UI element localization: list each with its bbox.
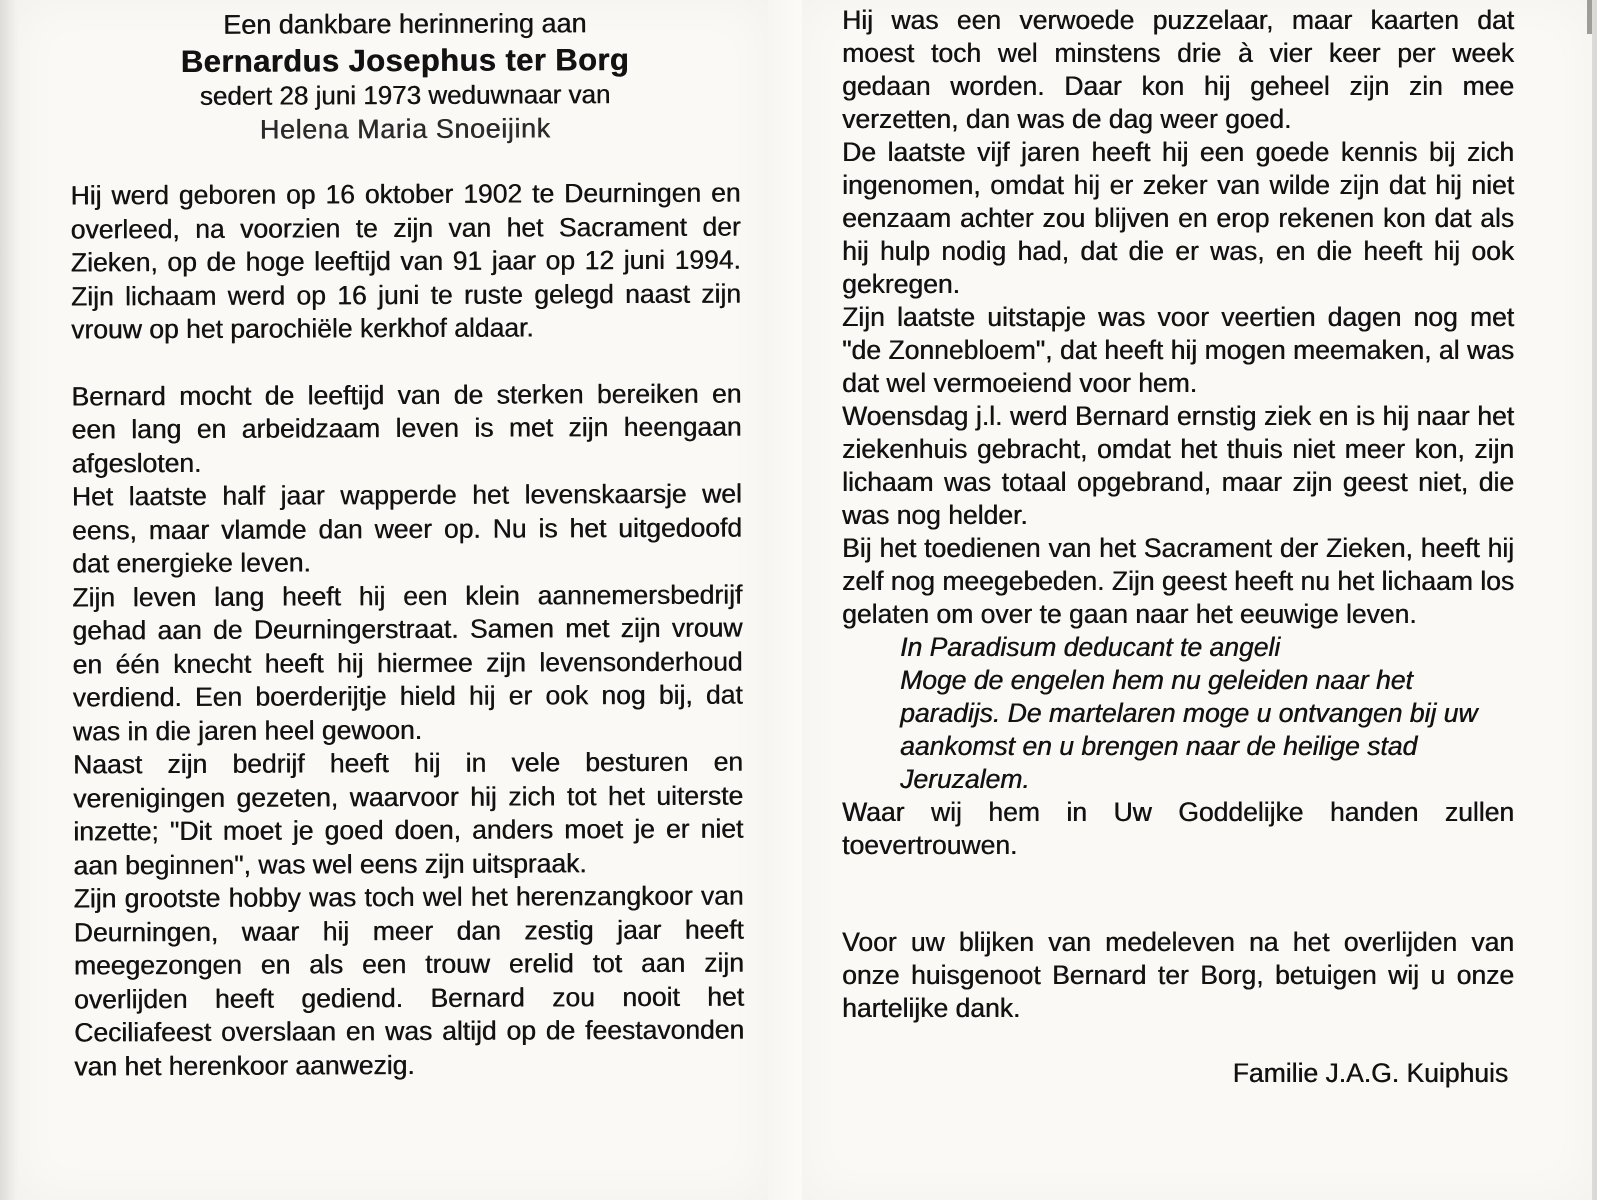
memorial-card-right-page <box>802 0 1592 1200</box>
biography-paragraph: Zijn leven lang heeft hij een klein aannemersbedrijf gehad aan de Deurningerstraat. Samen met zijn vrouw en één knecht heeft hij hiermee zijn levensonderhoud verdiend. Een boerderijtje hield hij er ook nog bij, dat was in die jaren heel gewoon. <box>72 579 743 746</box>
biography-paragraph: Zijn laatste uitstapje was voor veertien dagen nog met "de Zonnebloem", dat heeft hij mogen meemaken, al was dat wel vermoeiend voor hem. <box>842 302 1514 398</box>
family-signature: Familie J.A.G. Kuiphuis <box>1232 1058 1508 1088</box>
closing-line: Waar wij hem in Uw Goddelijke handen zullen toevertrouwen. <box>842 797 1514 860</box>
biography-paragraph: Bernard mocht de leeftijd van de sterken bereiken en een lang en arbeidzaam leven is met zijn heengaan afgesloten. <box>71 378 742 478</box>
prayer-latin-line: In Paradisum deducant te angeli <box>900 632 1281 662</box>
header-intro-line: Een dankbare herinnering aan <box>223 8 587 40</box>
biography-paragraph: Naast zijn bedrijf heeft hij in vele besturen en verenigingen gezeten, waarvoor hij zich tot het uiterste inzette; "Dit moet je goed doen, anders moet je er niet aan beginnen", was wel eens zijn uitspraak. <box>72 746 744 880</box>
biography-paragraph: Zijn grootste hobby was toch wel het herenzangkoor van Deurningen, waar hij meer dan zestig jaar heeft meegezongen en als een trouw erelid tot aan zijn overlijden heeft gediend. Bernard zou nooit het Ceciliafeest overslaan en was altijd op de feestavonden van het herenkoor aanwezig. <box>73 880 745 1081</box>
spouse-name: Helena Maria Snoeijink <box>259 112 551 145</box>
right-page-text-column <box>842 4 1514 1090</box>
biography-paragraph: Hij werd geboren op 16 oktober 1902 te Deurningen en overleed, na voorzien te zijn van het Sacrament der Zieken, op de hoge leeftijd van 91 jaar op 12 juni 1994. Zijn lichaam werd op 16 juni te ruste gelegd naast zijn vrouw op het parochiële kerkhof aldaar. <box>70 177 741 345</box>
biography-paragraph: Hij was een verwoede puzzelaar, maar kaarten dat moest toch wel minstens drie à vier keer per week gedaan worden. Daar kon hij geheel zijn zin mee verzetten, dan was de dag weer goed. <box>842 5 1514 134</box>
deceased-name: Bernardus Josephus ter Borg <box>180 41 630 79</box>
memorial-card-left-page <box>18 0 768 1200</box>
prayer-block <box>900 631 1514 796</box>
biography-paragraph: Bij het toedienen van het Sacrament der Zieken, heeft hij zelf nog meegebeden. Zijn geest heeft nu het lichaam los gelaten om over te gaan naar het eeuwige leven. <box>842 533 1514 629</box>
memorial-header <box>70 7 741 148</box>
widower-line: sedert 28 juni 1973 weduwnaar van <box>199 79 611 111</box>
biography-paragraph: Woensdag j.l. werd Bernard ernstig ziek en is hij naar het ziekenhuis gebracht, omdat het thuis niet meer kon, zijn lichaam was totaal opgebrand, maar zijn geest niet, die was nog helder. <box>842 401 1514 530</box>
biography-paragraph: De laatste vijf jaren heeft hij een goede kennis bij zich ingenomen, omdat hij er zeker van wilde zijn dat hij niet eenzaam achter zou blijven en erop rekenen kon dat als hij hulp nodig had, dat die er was, en die heeft hij ook gekregen. <box>842 137 1514 299</box>
prayer-translation: Moge de engelen hem nu geleiden naar het paradijs. De martelaren moge u ontvangen bij uw aankomst en u brengen naar de heilige stad Jeruzalem. <box>900 665 1478 794</box>
left-page-text-column <box>70 7 745 1084</box>
scan-edge-artifact <box>1587 0 1592 34</box>
biography-paragraph: Het laatste half jaar wapperde het levenskaarsje wel eens, maar vlamde dan weer op. Nu is het uitgedoofd dat energieke leven. <box>71 478 742 579</box>
acknowledgement-paragraph: Voor uw blijken van medeleven na het overlijden van onze huisgenoot Bernard ter Borg, betuigen wij u onze hartelijke dank. <box>842 927 1514 1023</box>
